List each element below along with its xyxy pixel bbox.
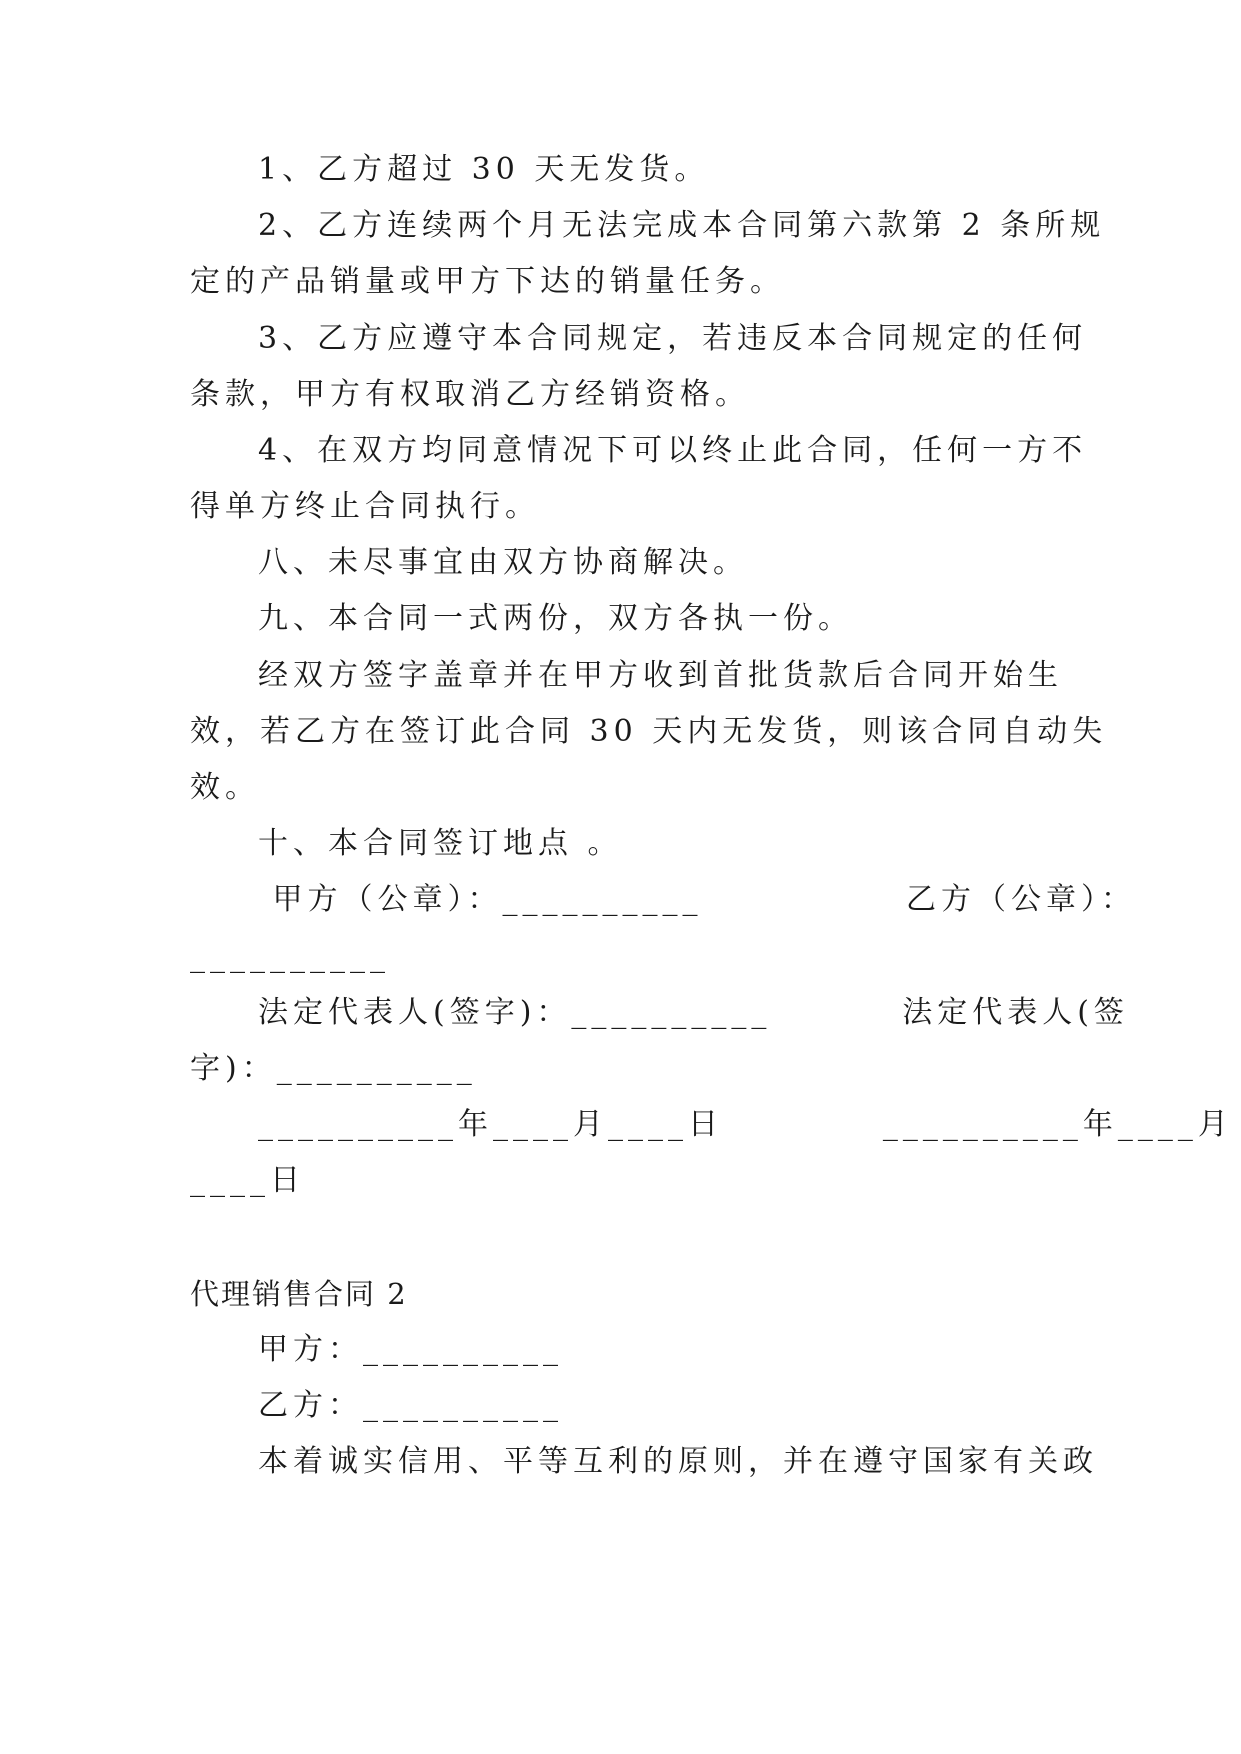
contract-2-intro: 本着诚实信用、平等互利的原则，并在遵守国家有关政 [258, 1444, 1098, 1479]
clause-7-item-1: 1、乙方超过 30 天无发货。 [258, 152, 710, 187]
representative-line-cont: 字)：__________ [190, 1051, 477, 1086]
clause-7-item-4-cont: 得单方终止合同执行。 [190, 489, 540, 524]
clause-7-item-2: 2、乙方连续两个月无法完成本合同第六款第 2 条所规 [258, 208, 1106, 243]
clause-7-item-3-cont: 条款，甲方有权取消乙方经销资格。 [190, 377, 750, 412]
effective-clause-end: 效。 [190, 770, 260, 805]
clause-7-item-2-cont: 定的产品销量或甲方下达的销量任务。 [190, 264, 785, 299]
contract-2-title: 代理销售合同 2 [190, 1277, 408, 1311]
clause-7-item-3: 3、乙方应遵守本合同规定，若违反本合同规定的任何 [258, 321, 1088, 356]
clause-7-item-4: 4、在双方均同意情况下可以终止此合同，任何一方不 [258, 433, 1088, 468]
party-b-line: 乙方：__________ [258, 1388, 563, 1423]
clause-10: 十、本合同签订地点 。 [258, 826, 623, 861]
party-a-line: 甲方：__________ [258, 1332, 563, 1367]
clause-9: 九、本合同一式两份，双方各执一份。 [258, 601, 853, 636]
clause-8: 八、未尽事宜由双方协商解决。 [258, 545, 748, 580]
date-line-cont: ____日 [190, 1163, 305, 1198]
effective-clause-cont: 效，若乙方在签订此合同 30 天内无发货，则该合同自动失 [190, 714, 1108, 749]
seal-line-cont: __________ [190, 939, 390, 974]
representative-line: 法定代表人(签字)：__________ 法定代表人(签 [258, 995, 1129, 1030]
effective-clause: 经双方签字盖章并在甲方收到首批货款后合同开始生 [258, 658, 1063, 693]
date-line: __________年____月____日 __________年____月 [258, 1107, 1233, 1142]
seal-line: 甲方（公章）：__________ 乙方（公章）： [258, 882, 1137, 917]
